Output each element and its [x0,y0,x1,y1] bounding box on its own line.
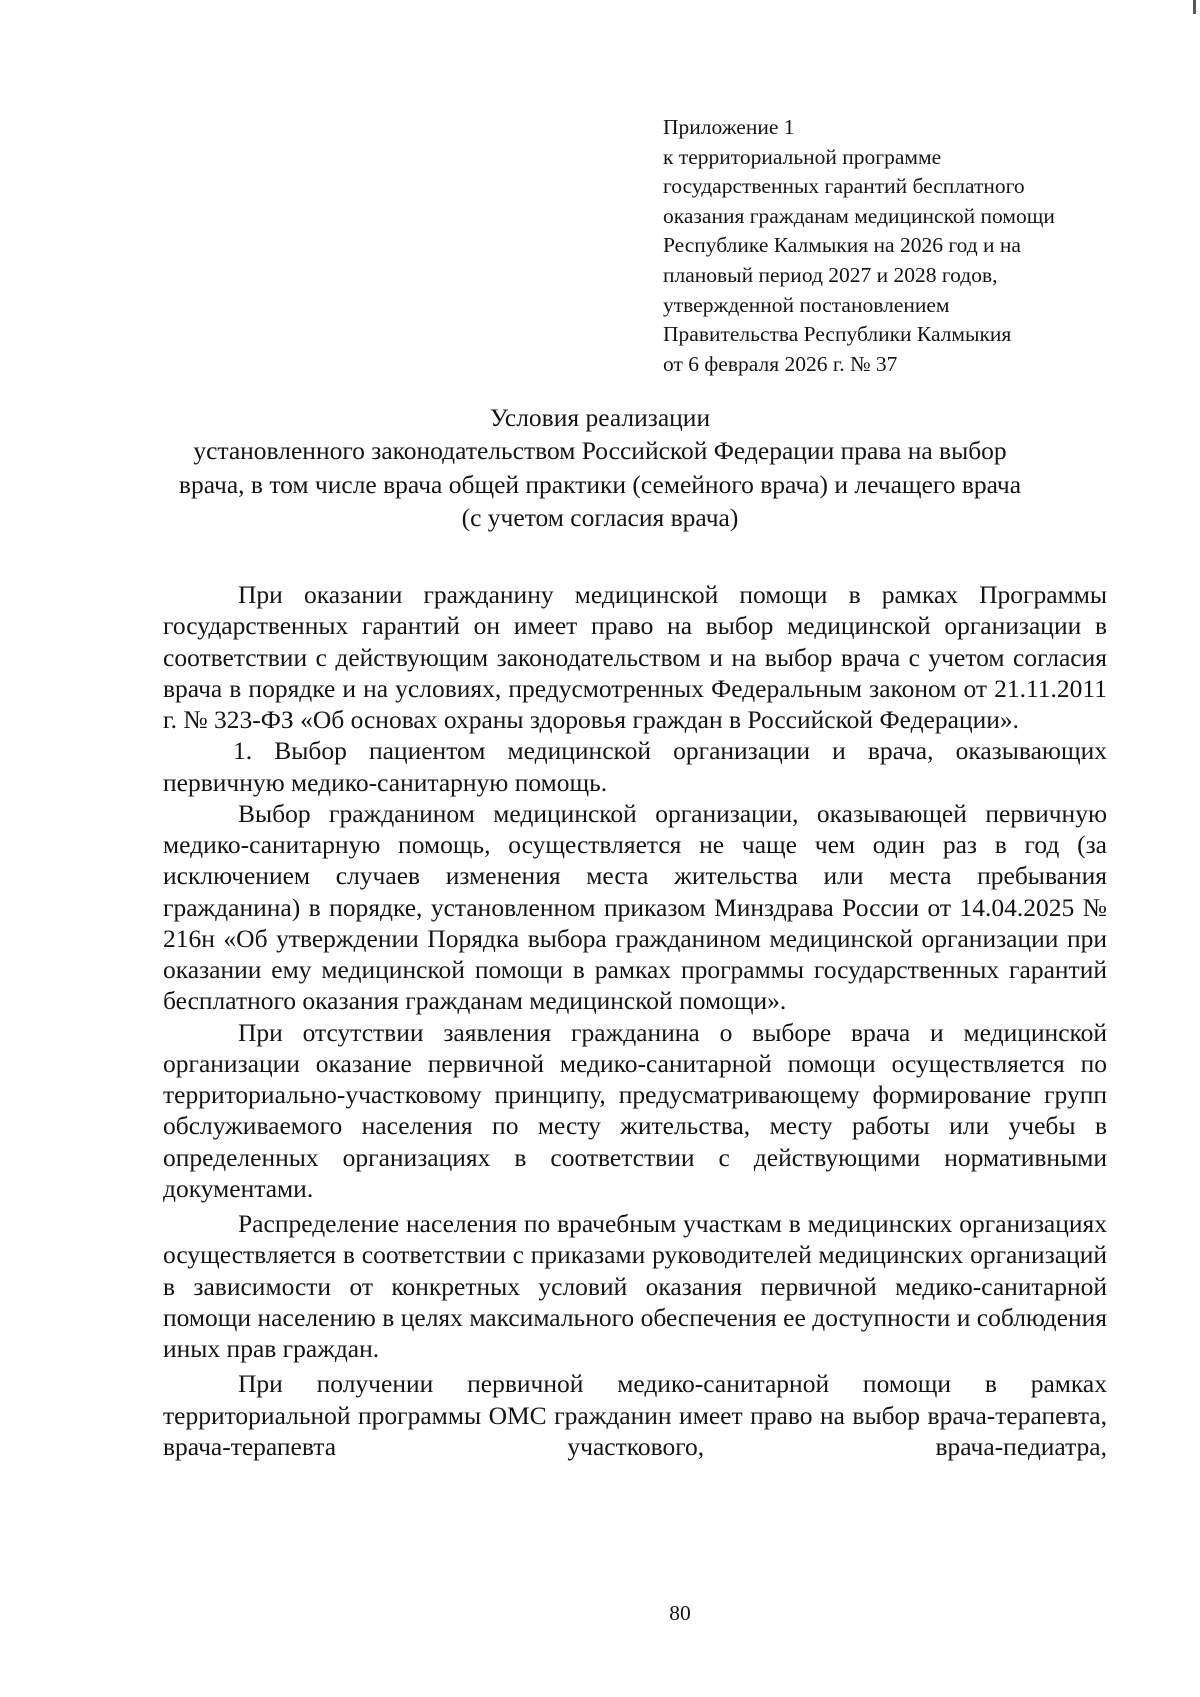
scan-artifact-mark [1193,0,1196,14]
appendix-line: оказания гражданам медицинской помощи [663,203,1055,228]
appendix-line: Правительства Республики Калмыкия [663,322,1012,347]
appendix-line: Приложение 1 [663,115,795,139]
appendix-line: государственных гарантий бесплатного [663,174,1025,199]
paragraph-intro: При оказании гражданину медицинской помощи в рамках Программы государственных гарантий он имеет право на выбор медицинской организации в соответствии с действующим законодательством и на выбор врача с учетом согласия врача в порядке и на условиях, предусмотренных Федеральным законом от 21.11.2011 г. № 323-ФЗ «Об основах охраны здоровья граждан в Российской Федерации». [163,580,1107,734]
appendix-line: к территориальной программе [663,144,942,169]
appendix-line: от 6 февраля 2026 г. № 37 [663,351,898,376]
paragraph-distribution: Распределение населения по врачебным участкам в медицинских организациях осуществляется в соответствии с приказами руководителей медицинских организаций в зависимости от конкретных условий оказания первичной медико-санитарной помощи населению в целях максимального обеспечения ее доступности и соблюдения иных прав граждан. [163,1209,1107,1363]
page-number: 80 [669,1601,691,1625]
appendix-header [663,113,1163,379]
title-line: Условия реализации [489,403,711,432]
paragraph-selection-procedure: Выбор гражданином медицинской организации, оказывающей первичную медико-санитарную помощь, осуществляется не чаще чем один раз в год (за исключением случаев изменения места жительства или места пребывания гражданина) в порядке, установленном приказом Минздрава России от 14.04.2025 № 216н «Об утверждении Порядка выбора гражданином медицинской организации при оказании ему медицинской помощи в рамках программы государственных гарантий бесплатного оказания гражданам медицинской помощи». [163,798,1107,1016]
appendix-line: Республике Калмыкия на 2026 год и на [663,233,1021,258]
title-line: (с учетом согласия врача) [461,502,739,532]
paragraph-section-1-heading: 1. Выбор пациентом медицинской организации и врача, оказывающих первичную медико-санитарную помощь. [163,736,1107,797]
document-body [163,579,1107,1462]
title-line: врача, в том числе врача общей практики (семейного врача) и лечащего врача [178,469,1022,499]
title-line: установленного законодательством Российской Федерации права на выбор [193,436,1007,466]
appendix-line: утвержденной постановлением [663,292,950,317]
appendix-line: плановый период 2027 и 2028 годов, [663,262,998,287]
paragraph-right-to-choose: При получении первичной медико-санитарной помощи в рамках территориальной программы ОМС гражданин имеет право на выбор врача-терапевта, врача-терапевта участкового, врача-педиатра, [163,1369,1107,1461]
paragraph-territorial-principle: При отсутствии заявления гражданина о выборе врача и медицинской организации оказание первичной медико-санитарной помощи осуществляется по территориально-участковому принципу, предусматривающему формирование групп обслуживаемого населения по месту жительства, месту работы или учебы в определенных организациях в соответствии с действующими нормативными документами. [163,1017,1107,1203]
document-title [150,401,1050,534]
